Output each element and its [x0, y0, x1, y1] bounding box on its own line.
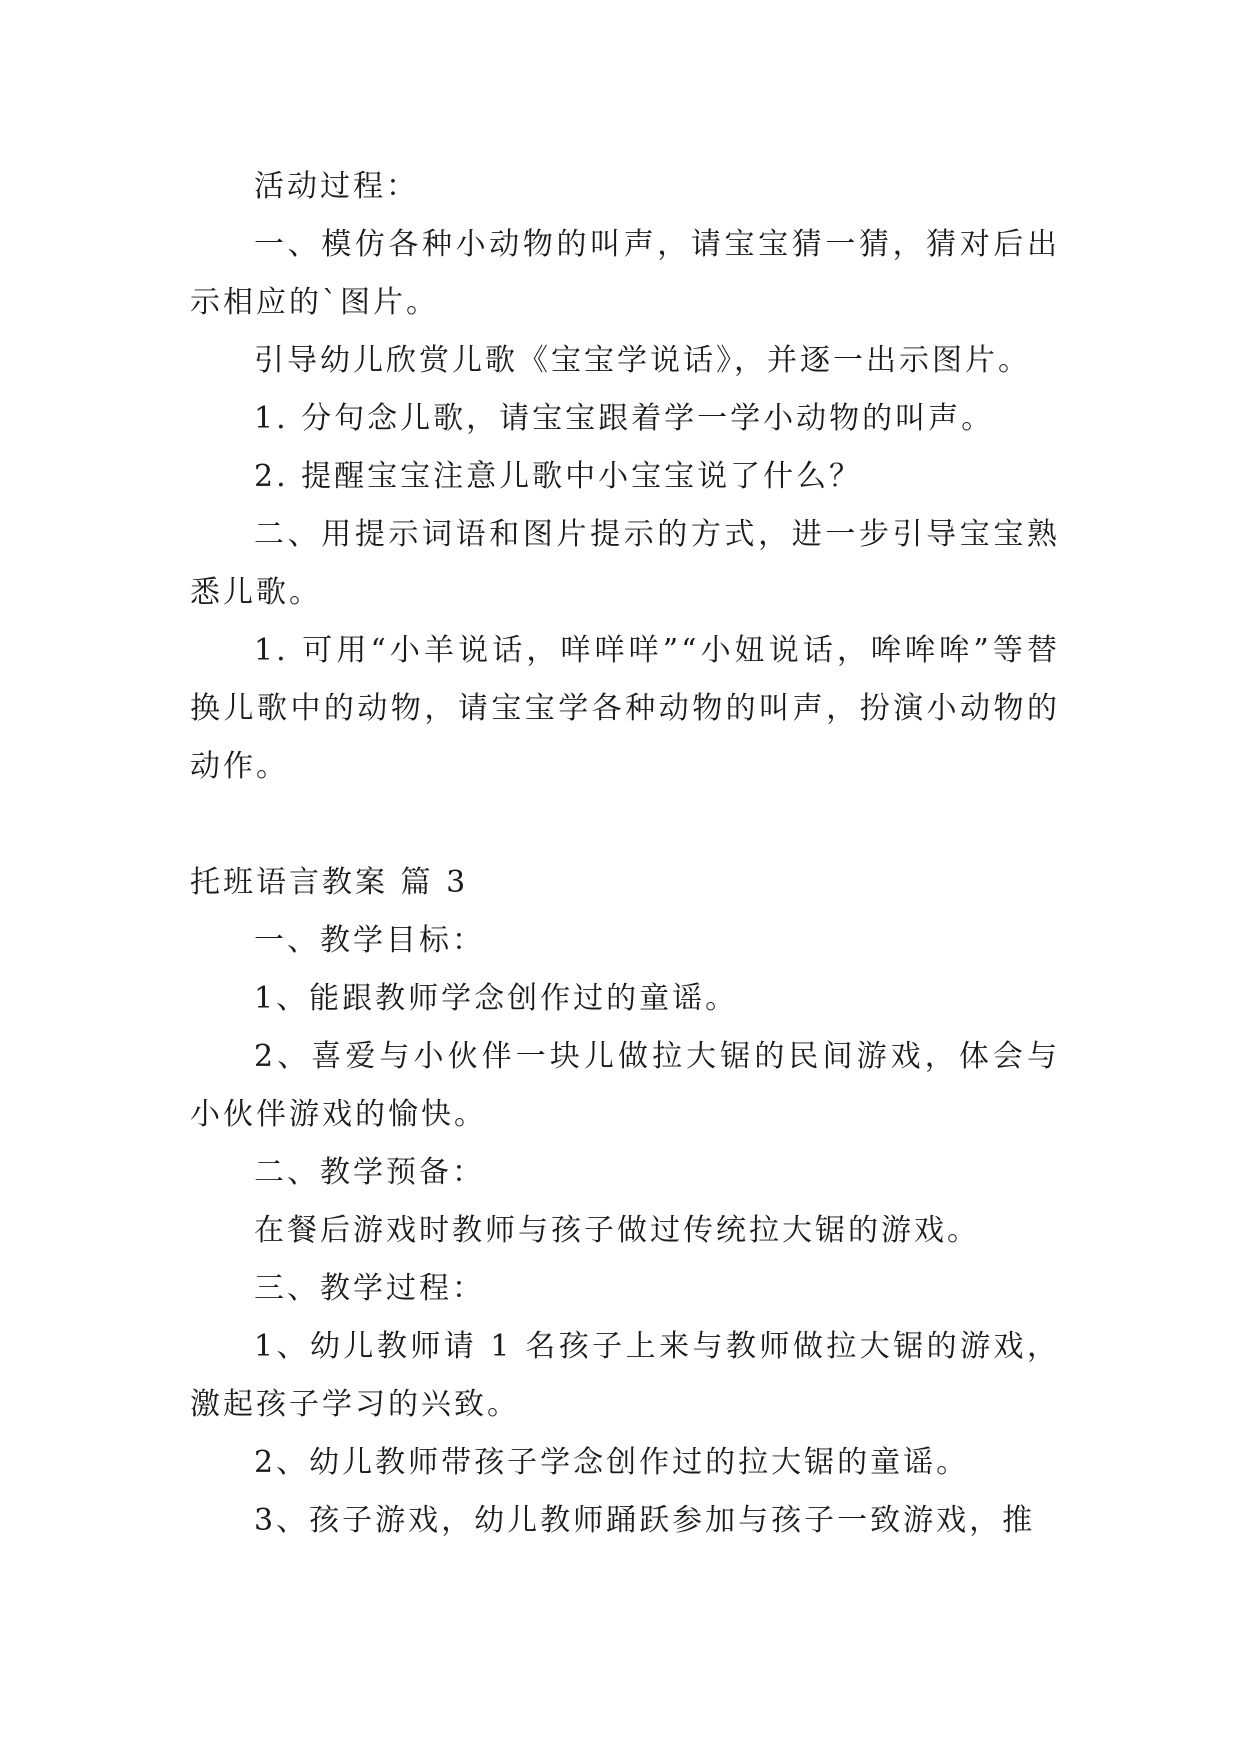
paragraph-teaching-goals: 一、教学目标： [254, 923, 485, 958]
paragraph-step-1: 一、模仿各种小动物的叫声，请宝宝猜一猜，猜对后出示相应的`图片。 [190, 227, 1060, 320]
paragraph-activity-process: 活动过程： [254, 169, 419, 204]
paragraph-substep-2: 2. 提醒宝宝注意儿歌中小宝宝说了什么？ [254, 459, 863, 494]
paragraph-teaching-process: 三、教学过程： [254, 1271, 485, 1306]
section-heading: 托班语言教案 篇 3 [190, 865, 469, 900]
document-body [190, 158, 1060, 1550]
paragraph-process-3: 3、孩子游戏，幼儿教师踊跃参加与孩子一致游戏，推 [254, 1503, 1036, 1538]
paragraph-process-2: 2、幼儿教师带孩子学念创作过的拉大锯的童谣。 [254, 1445, 970, 1480]
paragraph-process-1: 1、幼儿教师请 1 名孩子上来与教师做拉大锯的游戏，激起孩子学习的兴致。 [190, 1329, 1060, 1422]
paragraph-prep-detail: 在餐后游戏时教师与孩子做过传统拉大锯的游戏。 [254, 1213, 980, 1248]
paragraph-substep-1: 1. 分句念儿歌，请宝宝跟着学一学小动物的叫声。 [254, 401, 995, 436]
paragraph-guide-song: 引导幼儿欣赏儿歌《宝宝学说话》，并逐一出示图片。 [254, 343, 1031, 378]
paragraph-substep-1b: 1. 可用“小羊说话，咩咩咩”“小妞说话，哞哞哞”等替换儿歌中的动物，请宝宝学各种动物的叫声，扮演小动物的动作。 [190, 633, 1060, 784]
paragraph-goal-2: 2、喜爱与小伙伴一块儿做拉大锯的民间游戏，体会与小伙伴游戏的愉快。 [190, 1039, 1060, 1132]
paragraph-goal-1: 1、能跟教师学念创作过的童谣。 [254, 981, 739, 1016]
paragraph-step-2: 二、用提示词语和图片提示的方式，进一步引导宝宝熟悉儿歌。 [190, 517, 1060, 610]
paragraph-teaching-prep: 二、教学预备： [254, 1155, 485, 1190]
